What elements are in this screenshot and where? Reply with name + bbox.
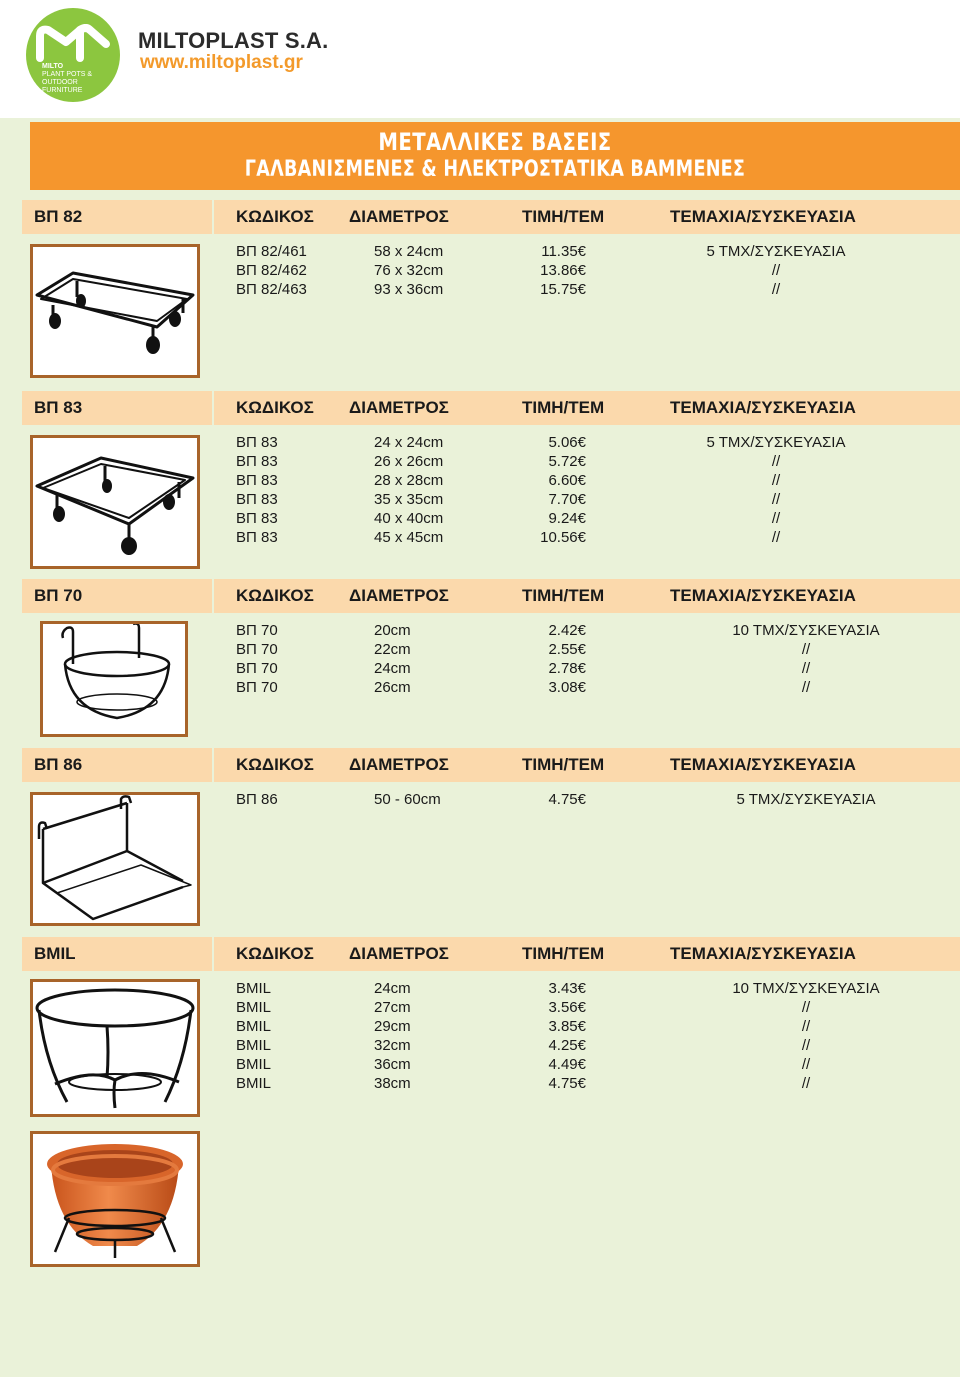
cell-diameter: 20cm bbox=[374, 622, 411, 639]
cell-price: 4.49€ bbox=[548, 1056, 586, 1073]
cell-code: ΒΠ 83 bbox=[236, 510, 278, 527]
cell-code: ΒΠ 70 bbox=[236, 679, 278, 696]
column-header-pack: ΤΕΜΑΧΙΑ/ΣΥΣΚΕΥΑΣΙΑ bbox=[670, 755, 856, 774]
cell-code: BMIL bbox=[236, 1018, 272, 1035]
cell-code: BMIL bbox=[236, 999, 272, 1016]
cell-price: 9.24€ bbox=[548, 510, 586, 527]
column-header-pack: ΤΕΜΑΧΙΑ/ΣΥΣΚΕΥΑΣΙΑ bbox=[670, 398, 856, 417]
cell-price: 3.85€ bbox=[548, 1018, 586, 1035]
cell-pack: 10 ΤΜΧ/ΣΥΣΚΕΥΑΣΙΑ bbox=[732, 980, 880, 997]
product-photo bbox=[30, 435, 200, 569]
terracotta-pot-on-stand-icon bbox=[33, 1134, 197, 1264]
cell-code: BMIL bbox=[236, 980, 272, 997]
table-row bbox=[236, 471, 936, 490]
cell-diameter: 40 x 40cm bbox=[374, 510, 444, 527]
logo-line-1: MILTO bbox=[42, 63, 64, 70]
cell-code: ΒΠ 83 bbox=[236, 472, 278, 489]
cell-price: 10.56€ bbox=[540, 529, 586, 546]
column-header-diameter: ΔΙΑΜΕΤΡΟΣ bbox=[349, 207, 449, 226]
cell-diameter: 50 - 60cm bbox=[374, 791, 441, 808]
cell-pack: 5 ΤΜΧ/ΣΥΣΚΕΥΑΣΙΑ bbox=[706, 434, 846, 451]
catalog-title: ΜΕΤΑΛΛΙΚΕΣ ΒΑΣΕΙΣ bbox=[378, 128, 612, 156]
table-row bbox=[236, 659, 936, 678]
table-row bbox=[236, 242, 936, 261]
product-photo bbox=[30, 1131, 200, 1267]
logo-line-2: PLANT POTS & bbox=[42, 71, 93, 78]
cell-code: BMIL bbox=[236, 1075, 272, 1092]
cell-pack: // bbox=[801, 641, 811, 658]
column-header-price: ΤΙΜΗ/ΤΕΜ bbox=[522, 586, 605, 605]
cell-diameter: 22cm bbox=[374, 641, 411, 658]
cell-diameter: 24cm bbox=[374, 660, 411, 677]
table-row bbox=[236, 452, 936, 471]
section-header bbox=[22, 200, 960, 234]
company-name: MILTOPLAST S.A. bbox=[138, 28, 329, 53]
column-header-diameter: ΔΙΑΜΕΤΡΟΣ bbox=[349, 398, 449, 417]
cell-diameter: 32cm bbox=[374, 1037, 411, 1054]
cell-code: ΒΠ 86 bbox=[236, 791, 278, 808]
section-header bbox=[22, 579, 960, 613]
column-header-code: ΚΩΔΙΚΟΣ bbox=[236, 207, 314, 226]
column-header-code: ΚΩΔΙΚΟΣ bbox=[236, 755, 314, 774]
table-row bbox=[236, 280, 936, 299]
column-headers bbox=[214, 200, 960, 234]
cell-diameter: 28 x 28cm bbox=[374, 472, 444, 489]
cell-price: 5.72€ bbox=[548, 453, 586, 470]
product-photo bbox=[30, 792, 200, 926]
cell-price: 6.60€ bbox=[548, 472, 586, 489]
table-row bbox=[236, 433, 936, 452]
cell-code: ΒΠ 70 bbox=[236, 641, 278, 658]
column-headers bbox=[214, 748, 960, 782]
cell-price: 11.35€ bbox=[541, 243, 586, 260]
column-header-pack: ΤΕΜΑΧΙΑ/ΣΥΣΚΕΥΑΣΙΑ bbox=[670, 944, 856, 963]
cell-diameter: 29cm bbox=[374, 1018, 411, 1035]
cell-diameter: 27cm bbox=[374, 999, 411, 1016]
cell-price: 2.55€ bbox=[548, 641, 586, 658]
cell-pack: // bbox=[801, 999, 811, 1016]
table-row bbox=[236, 678, 936, 697]
cell-code: ΒΠ 82/461 bbox=[236, 243, 307, 260]
column-headers bbox=[214, 391, 960, 425]
section-header bbox=[22, 391, 960, 425]
cell-code: ΒΠ 83 bbox=[236, 491, 278, 508]
section-name: BMIL bbox=[22, 937, 212, 971]
column-header-price: ΤΙΜΗ/ΤΕΜ bbox=[522, 755, 605, 774]
cell-pack: 10 ΤΜΧ/ΣΥΣΚΕΥΑΣΙΑ bbox=[732, 622, 880, 639]
cell-code: ΒΠ 82/463 bbox=[236, 281, 307, 298]
cell-diameter: 38cm bbox=[374, 1075, 411, 1092]
logo-m-icon bbox=[36, 24, 110, 64]
cell-diameter: 45 x 45cm bbox=[374, 529, 444, 546]
cell-price: 3.56€ bbox=[548, 999, 586, 1016]
table-row bbox=[236, 790, 936, 809]
cell-pack: // bbox=[801, 1018, 811, 1035]
cell-price: 3.08€ bbox=[548, 679, 586, 696]
table-row bbox=[236, 621, 936, 640]
table-row bbox=[236, 1055, 936, 1074]
page-header bbox=[0, 0, 960, 118]
cell-price: 4.75€ bbox=[548, 1075, 586, 1092]
cell-code: BMIL bbox=[236, 1056, 272, 1073]
product-photo bbox=[40, 621, 188, 737]
section-name: ΒΠ 83 bbox=[22, 391, 212, 425]
column-header-diameter: ΔΙΑΜΕΤΡΟΣ bbox=[349, 944, 449, 963]
column-header-code: ΚΩΔΙΚΟΣ bbox=[236, 586, 314, 605]
product-rows bbox=[236, 433, 936, 547]
product-rows bbox=[236, 790, 936, 809]
column-headers bbox=[214, 579, 960, 613]
cell-pack: // bbox=[801, 1056, 811, 1073]
cell-pack: 5 ΤΜΧ/ΣΥΣΚΕΥΑΣΙΑ bbox=[736, 791, 876, 808]
cell-price: 7.70€ bbox=[548, 491, 586, 508]
cell-pack: // bbox=[801, 679, 811, 696]
cell-pack: // bbox=[801, 660, 811, 677]
cell-code: ΒΠ 83 bbox=[236, 453, 278, 470]
column-header-price: ΤΙΜΗ/ΤΕΜ bbox=[522, 398, 605, 417]
product-rows bbox=[236, 979, 936, 1093]
table-row bbox=[236, 998, 936, 1017]
column-header-diameter: ΔΙΑΜΕΤΡΟΣ bbox=[349, 755, 449, 774]
cell-price: 15.75€ bbox=[540, 281, 586, 298]
cell-pack: // bbox=[771, 510, 781, 527]
cell-diameter: 93 x 36cm bbox=[374, 281, 444, 298]
cell-code: ΒΠ 83 bbox=[236, 529, 278, 546]
cell-pack: // bbox=[801, 1075, 811, 1092]
product-photo bbox=[30, 244, 200, 378]
cell-price: 2.42€ bbox=[548, 622, 586, 639]
table-row bbox=[236, 1074, 936, 1093]
cell-code: ΒΠ 82/462 bbox=[236, 262, 307, 279]
table-row bbox=[236, 1036, 936, 1055]
cell-pack: // bbox=[771, 262, 781, 279]
section-name: ΒΠ 70 bbox=[22, 579, 212, 613]
cell-diameter: 26cm bbox=[374, 679, 411, 696]
table-row bbox=[236, 640, 936, 659]
cell-diameter: 76 x 32cm bbox=[374, 262, 444, 279]
column-header-pack: ΤΕΜΑΧΙΑ/ΣΥΣΚΕΥΑΣΙΑ bbox=[670, 586, 856, 605]
company-website[interactable]: www.miltoplast.gr bbox=[140, 52, 303, 73]
cell-diameter: 58 x 24cm bbox=[374, 243, 444, 260]
cell-price: 3.43€ bbox=[548, 980, 586, 997]
cell-pack: // bbox=[771, 472, 781, 489]
cell-diameter: 36cm bbox=[374, 1056, 411, 1073]
cell-pack: // bbox=[771, 453, 781, 470]
column-header-code: ΚΩΔΙΚΟΣ bbox=[236, 398, 314, 417]
cell-diameter: 26 x 26cm bbox=[374, 453, 444, 470]
column-header-diameter: ΔΙΑΜΕΤΡΟΣ bbox=[349, 586, 449, 605]
catalog-subtitle: ΓΑΛΒΑΝΙΣΜΕΝΕΣ & ΗΛΕΚΤΡΟΣΤΑΤΙΚΑ ΒΑΜΜΕΝΕΣ bbox=[244, 157, 746, 182]
round-tripod-stand-icon bbox=[33, 982, 197, 1114]
table-row bbox=[236, 509, 936, 528]
table-row bbox=[236, 261, 936, 280]
catalog-banner bbox=[30, 122, 960, 190]
section-name: ΒΠ 86 bbox=[22, 748, 212, 782]
cell-code: ΒΠ 70 bbox=[236, 622, 278, 639]
cell-price: 4.25€ bbox=[548, 1037, 586, 1054]
section-header bbox=[22, 937, 960, 971]
cell-diameter: 24 x 24cm bbox=[374, 434, 444, 451]
hanging-rail-tray-icon bbox=[33, 795, 197, 923]
table-row bbox=[236, 490, 936, 509]
section-name: ΒΠ 82 bbox=[22, 200, 212, 234]
cell-pack: // bbox=[771, 491, 781, 508]
cell-code: ΒΠ 83 bbox=[236, 434, 278, 451]
hanging-round-basket-icon bbox=[43, 624, 185, 734]
logo-line-3: OUTDOOR FURNITURE bbox=[42, 79, 83, 94]
cell-code: BMIL bbox=[236, 1037, 272, 1054]
column-header-pack: ΤΕΜΑΧΙΑ/ΣΥΣΚΕΥΑΣΙΑ bbox=[670, 207, 856, 226]
cell-price: 13.86€ bbox=[540, 262, 586, 279]
product-photo bbox=[30, 979, 200, 1117]
table-row bbox=[236, 528, 936, 547]
cell-pack: 5 ΤΜΧ/ΣΥΣΚΕΥΑΣΙΑ bbox=[706, 243, 846, 260]
column-header-price: ΤΙΜΗ/ΤΕΜ bbox=[522, 944, 605, 963]
company-logo bbox=[26, 8, 120, 102]
catalog-content bbox=[0, 118, 960, 1377]
product-rows bbox=[236, 621, 936, 697]
cell-pack: // bbox=[771, 281, 781, 298]
cell-price: 4.75€ bbox=[548, 791, 586, 808]
column-header-code: ΚΩΔΙΚΟΣ bbox=[236, 944, 314, 963]
column-headers bbox=[214, 937, 960, 971]
cell-price: 2.78€ bbox=[548, 660, 586, 677]
cell-price: 5.06€ bbox=[548, 434, 586, 451]
column-header-price: ΤΙΜΗ/ΤΕΜ bbox=[522, 207, 605, 226]
cell-diameter: 24cm bbox=[374, 980, 411, 997]
table-row bbox=[236, 979, 936, 998]
wheeled-rectangular-stand-icon bbox=[33, 247, 197, 375]
wheeled-square-stand-icon bbox=[33, 438, 197, 566]
section-header bbox=[22, 748, 960, 782]
table-row bbox=[236, 1017, 936, 1036]
cell-pack: // bbox=[801, 1037, 811, 1054]
cell-code: ΒΠ 70 bbox=[236, 660, 278, 677]
cell-pack: // bbox=[771, 529, 781, 546]
product-rows bbox=[236, 242, 936, 299]
cell-diameter: 35 x 35cm bbox=[374, 491, 444, 508]
